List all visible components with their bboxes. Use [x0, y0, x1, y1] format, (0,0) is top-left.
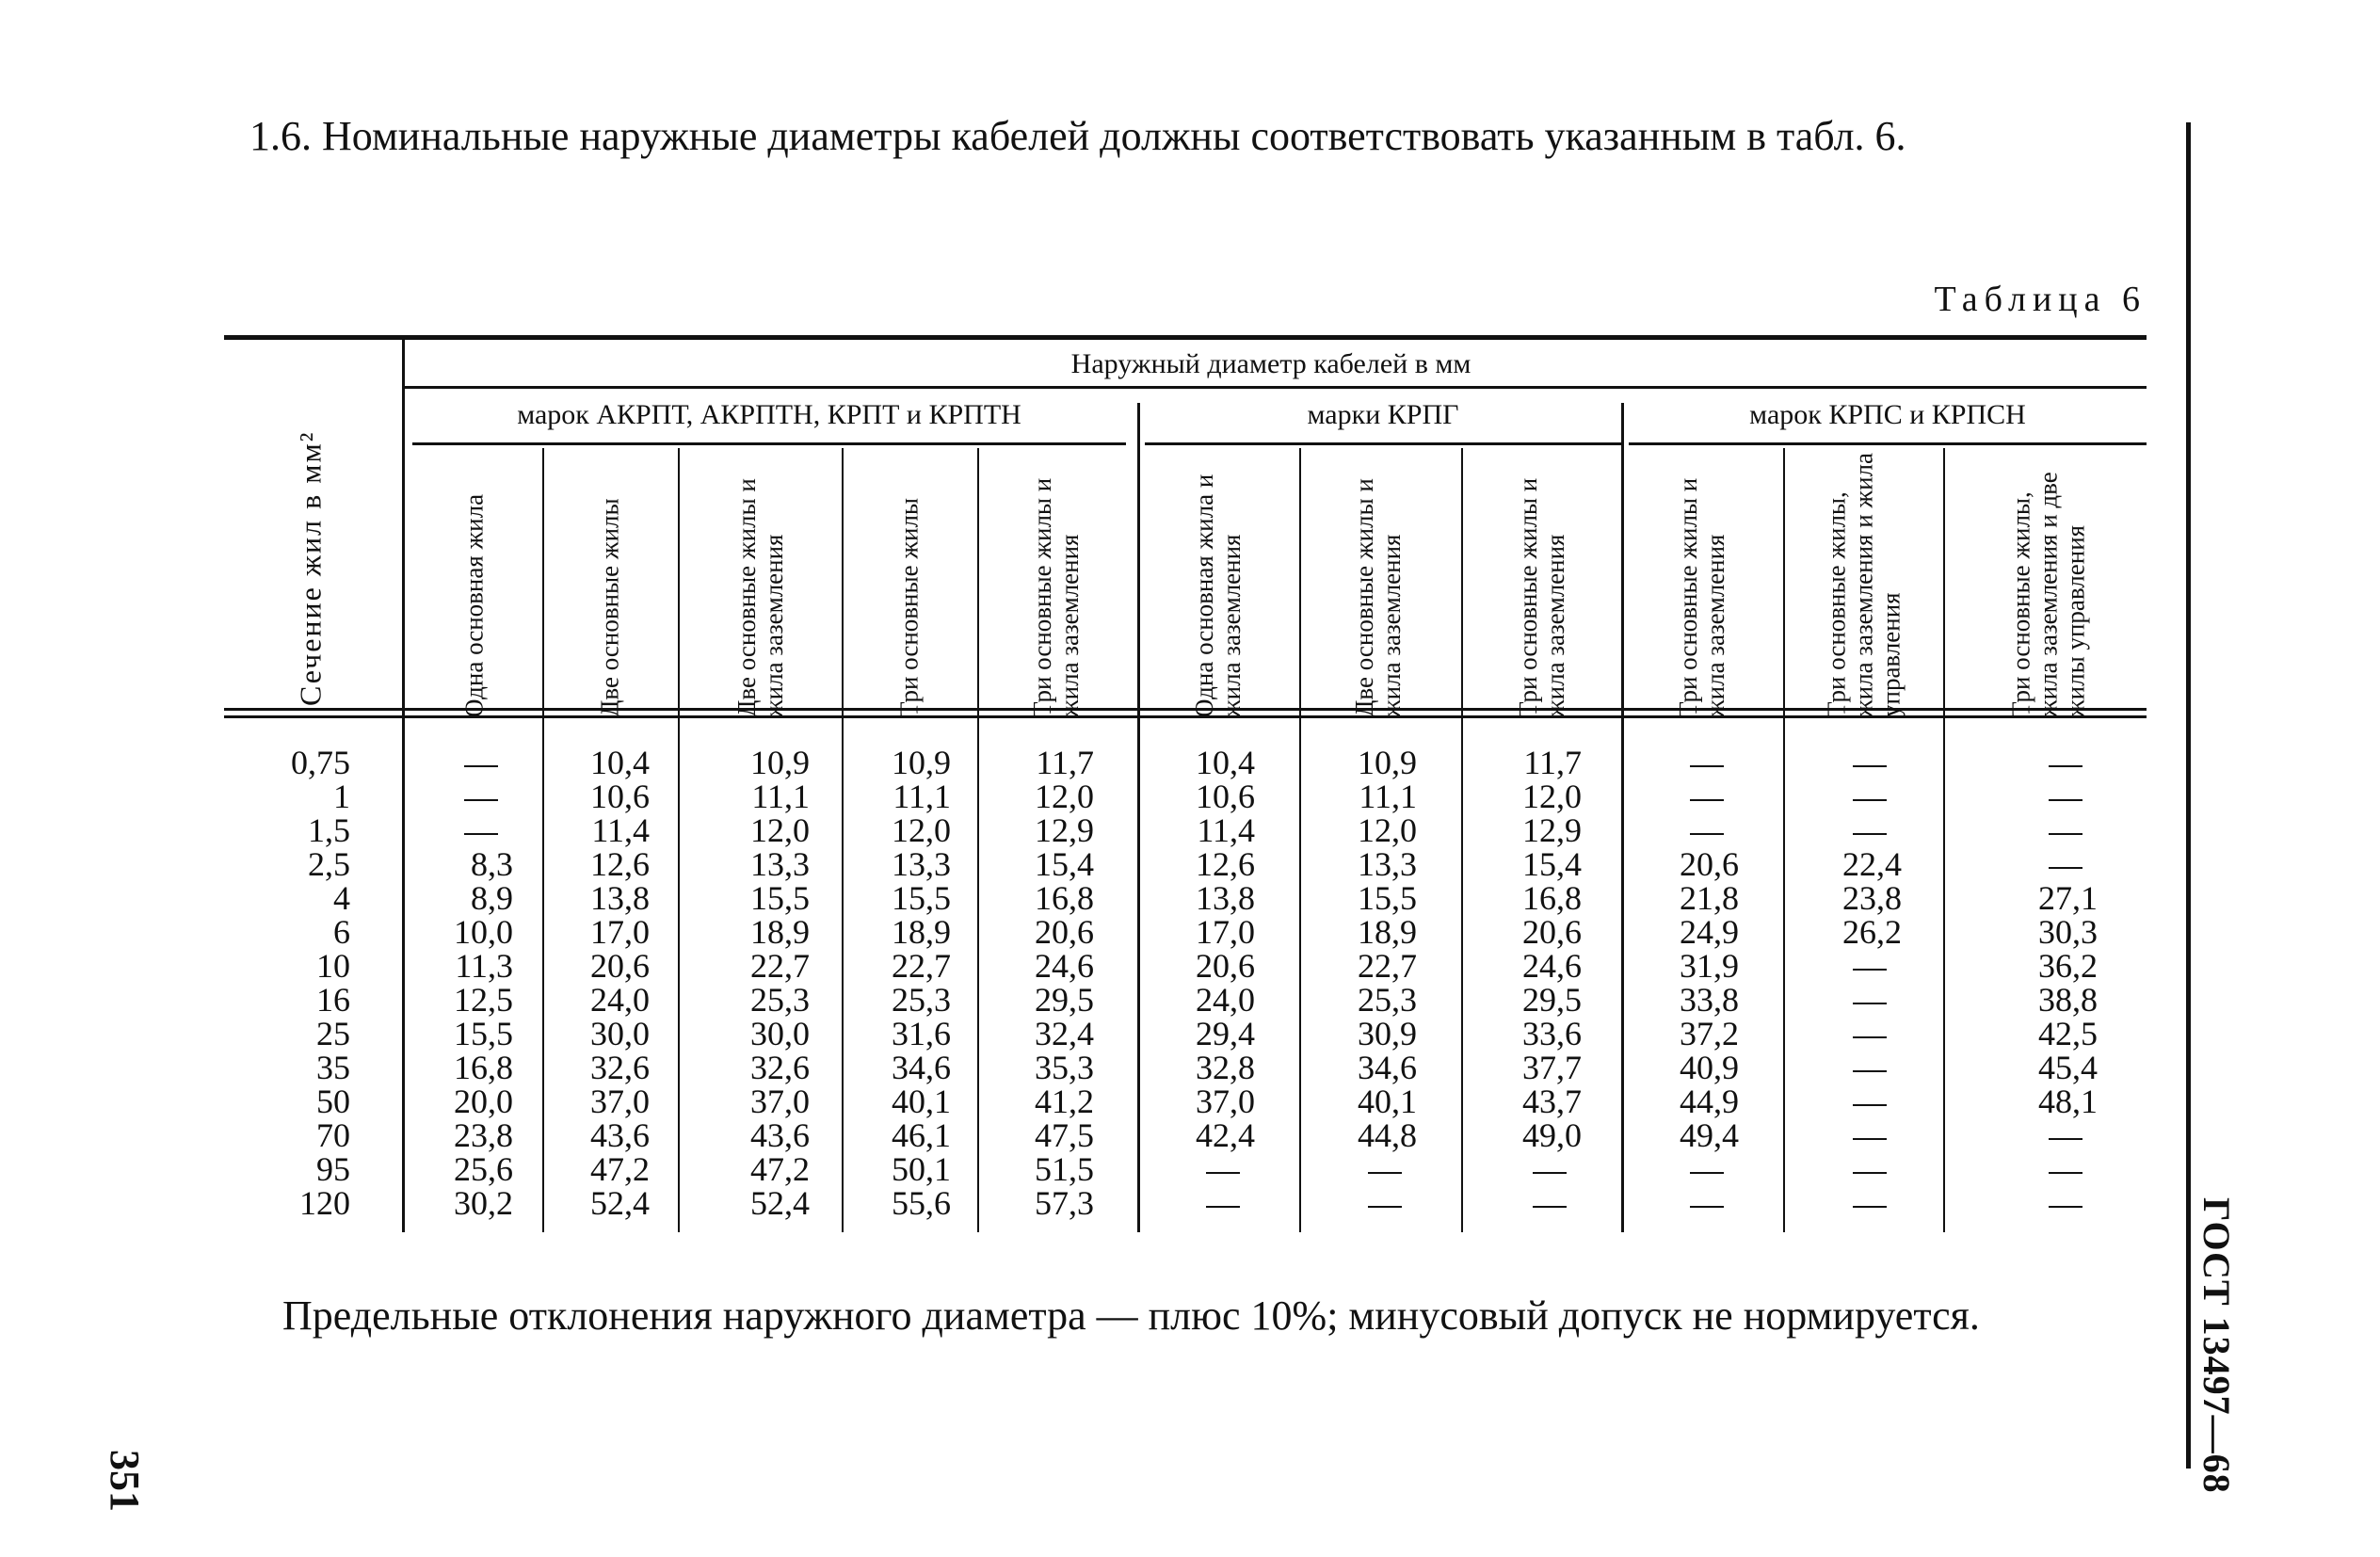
- table-cell: 10,9: [1358, 744, 1417, 781]
- column-header: Три основные жилы, жила заземления и жила управления: [1822, 453, 1906, 717]
- column-header: Три основные жилы и жила заземления: [1674, 477, 1729, 717]
- table-cell: 30,9: [1358, 1015, 1417, 1052]
- table-cell: 46,1: [892, 1116, 951, 1154]
- table-cell: 20,6: [1522, 913, 1582, 951]
- table-cell: 11,1: [751, 778, 810, 815]
- table-cell: 11,1: [1359, 778, 1417, 815]
- table-cell: 12,0: [1035, 778, 1094, 815]
- table-cell: [1849, 1084, 1887, 1118]
- table-cell: 32,6: [750, 1049, 810, 1086]
- table-cell: 12,0: [892, 811, 951, 849]
- table-cell: [1686, 746, 1724, 779]
- group-header-krps: марок КРПС и КРПСН: [1749, 399, 2026, 430]
- table-cell: [460, 779, 498, 813]
- table-cell: 16,8: [1035, 879, 1094, 917]
- table-cell: 15,5: [892, 879, 951, 917]
- table-cell: [1364, 1152, 1402, 1186]
- table-cell: 30,3: [2038, 913, 2098, 951]
- table-cell: 11,3: [455, 947, 513, 985]
- table-cell: 18,9: [892, 913, 951, 951]
- table-cell: 29,5: [1035, 981, 1094, 1019]
- table-cell: [460, 813, 498, 847]
- table-cell: 12,0: [750, 811, 810, 849]
- table-cell: 20,6: [1035, 913, 1094, 951]
- table-cell: 22,4: [1842, 845, 1902, 883]
- table-cell: 22,7: [1358, 947, 1417, 985]
- table-cell: 35,3: [1035, 1049, 1094, 1086]
- table-cell: 41,2: [1035, 1083, 1094, 1120]
- table-cell: [1849, 746, 1887, 779]
- table-top-rule: [224, 335, 2147, 340]
- table-cell: 40,1: [892, 1083, 951, 1120]
- column-header: Две основные жилы и жила заземления: [732, 478, 788, 717]
- table-cell: 30,0: [750, 1015, 810, 1052]
- col-divider-2: [678, 448, 680, 1232]
- group-header-akrpt: марок АКРПТ, АКРПТН, КРПТ и КРПТН: [517, 399, 1021, 430]
- table-cell: 13,8: [1196, 879, 1255, 917]
- table-cell: [1849, 813, 1887, 847]
- table-cell: 20,6: [1196, 947, 1255, 985]
- table-cell: 37,0: [1196, 1083, 1255, 1120]
- table-cell: 25,6: [454, 1150, 513, 1188]
- group-divider-1: [1137, 403, 1140, 1232]
- table-cell: 12,0: [1522, 778, 1582, 815]
- table-cell: [460, 746, 498, 779]
- table-cell: 10,6: [1196, 778, 1255, 815]
- table-cell: [1849, 1051, 1887, 1084]
- table-cell: 30,2: [454, 1184, 513, 1222]
- table-cell: 20,6: [1680, 845, 1739, 883]
- table-cell: 11,7: [1036, 744, 1094, 781]
- section-value: 0,75: [291, 744, 350, 781]
- table-cell: [1849, 1186, 1887, 1220]
- table-cell: 15,4: [1035, 845, 1094, 883]
- section-value: 120: [299, 1184, 350, 1222]
- table-cell: 15,5: [750, 879, 810, 917]
- col-divider-6: [1299, 448, 1301, 1232]
- table-cell: 50,1: [892, 1150, 951, 1188]
- table-cell: 8,3: [471, 845, 513, 883]
- table-cell: 48,1: [2038, 1083, 2098, 1120]
- table-cell: 22,7: [750, 947, 810, 985]
- table-cell: [2045, 1118, 2082, 1152]
- table-cell: 47,2: [590, 1150, 650, 1188]
- table-cell: 43,7: [1522, 1083, 1582, 1120]
- table-cell: 12,9: [1035, 811, 1094, 849]
- table-cell: 47,5: [1035, 1116, 1094, 1154]
- table-cell: 43,6: [590, 1116, 650, 1154]
- table-cell: [2045, 746, 2082, 779]
- table-cell: 24,0: [1196, 981, 1255, 1019]
- table-cell: 34,6: [1358, 1049, 1417, 1086]
- table-cell: [1686, 1152, 1724, 1186]
- table-cell: 44,8: [1358, 1116, 1417, 1154]
- table-cell: 25,3: [892, 981, 951, 1019]
- table-cell: 22,7: [892, 947, 951, 985]
- table-cell: 36,2: [2038, 947, 2098, 985]
- table-cell: 11,4: [1197, 811, 1255, 849]
- table-cell: 10,4: [590, 744, 650, 781]
- table-cell: [1849, 1017, 1887, 1051]
- table-cell: 32,8: [1196, 1049, 1255, 1086]
- main-header-rule: [403, 386, 2147, 389]
- table-cell: 24,6: [1035, 947, 1094, 985]
- table-cell: [2045, 847, 2082, 881]
- table-cell: 42,5: [2038, 1015, 2098, 1052]
- table-cell: 33,6: [1522, 1015, 1582, 1052]
- section-value: 25: [316, 1015, 350, 1052]
- table-cell: 29,4: [1196, 1015, 1255, 1052]
- table-cell: 20,0: [454, 1083, 513, 1120]
- section-header: Сечение жил в мм²: [293, 430, 328, 706]
- table-cell: 16,8: [1522, 879, 1582, 917]
- table-cell: 8,9: [471, 879, 513, 917]
- group-divider-2: [1621, 403, 1624, 1232]
- table-cell: 52,4: [750, 1184, 810, 1222]
- table-cell: [1686, 779, 1724, 813]
- section-value: 10: [316, 947, 350, 985]
- table-cell: 13,3: [750, 845, 810, 883]
- table-cell: [2045, 779, 2082, 813]
- table-cell: 24,0: [590, 981, 650, 1019]
- table-cell: 13,3: [892, 845, 951, 883]
- table-cell: [1849, 983, 1887, 1017]
- table-cell: 33,8: [1680, 981, 1739, 1019]
- section-value: 16: [316, 981, 350, 1019]
- table-cell: 23,8: [454, 1116, 513, 1154]
- section-value: 1: [333, 778, 350, 815]
- table-cell: 12,5: [454, 981, 513, 1019]
- table-cell: 11,7: [1523, 744, 1582, 781]
- table-cell: [1849, 949, 1887, 983]
- column-header: Три основные жилы и жила заземления: [1028, 477, 1084, 717]
- table-cell: 37,2: [1680, 1015, 1739, 1052]
- col-divider-4: [977, 448, 979, 1232]
- table-cell: 37,0: [590, 1083, 650, 1120]
- section-value: 1,5: [308, 811, 350, 849]
- standard-code: ГОСТ 13497—68: [2195, 1197, 2238, 1494]
- table-cell: 17,0: [590, 913, 650, 951]
- table-cell: 13,8: [590, 879, 650, 917]
- table-cell: 10,6: [590, 778, 650, 815]
- table-cell: [1202, 1152, 1240, 1186]
- section-value: 95: [316, 1150, 350, 1188]
- table-cell: 51,5: [1035, 1150, 1094, 1188]
- table-cell: 49,4: [1680, 1116, 1739, 1154]
- table-cell: 57,3: [1035, 1184, 1094, 1222]
- table-cell: 10,9: [892, 744, 951, 781]
- table-cell: 11,4: [591, 811, 650, 849]
- group-header-krpg: марки КРПГ: [1307, 399, 1459, 430]
- column-header: Три основные жилы, жила заземления и две жилы управления: [2006, 472, 2090, 717]
- col-divider-9: [1783, 448, 1785, 1232]
- section-value: 35: [316, 1049, 350, 1086]
- table-cell: [1686, 813, 1724, 847]
- section-value: 6: [333, 913, 350, 951]
- table-cell: 37,7: [1522, 1049, 1582, 1086]
- table-cell: 37,0: [750, 1083, 810, 1120]
- table-cell: 13,3: [1358, 845, 1417, 883]
- column-header: Одна основная жила и жила заземления: [1190, 474, 1246, 717]
- tolerance-note: Предельные отклонения наружного диаметра — плюс 10%; минусовый допуск не нормируется.: [282, 1292, 1980, 1339]
- table-cell: 10,0: [454, 913, 513, 951]
- table-cell: 29,5: [1522, 981, 1582, 1019]
- table-cell: [1686, 1186, 1724, 1220]
- table-cell: 17,0: [1196, 913, 1255, 951]
- main-header: Наружный диаметр кабелей в мм: [1070, 348, 1471, 379]
- table-cell: 25,3: [750, 981, 810, 1019]
- table-cell: 52,4: [590, 1184, 650, 1222]
- table-cell: 45,4: [2038, 1049, 2098, 1086]
- column-header: Две основные жилы: [595, 498, 624, 717]
- right-margin-rule: [2186, 122, 2191, 1469]
- table-cell: 10,9: [750, 744, 810, 781]
- column-header: Три основные жилы и жила заземления: [1514, 477, 1569, 717]
- table-cell: 31,6: [892, 1015, 951, 1052]
- table-cell: 42,4: [1196, 1116, 1255, 1154]
- column-header: Три основные жилы: [894, 497, 924, 717]
- table-cell: 43,6: [750, 1116, 810, 1154]
- table-cell: [2045, 1186, 2082, 1220]
- table-cell: 24,9: [1680, 913, 1739, 951]
- section-value: 2,5: [308, 845, 350, 883]
- table-cell: 15,5: [454, 1015, 513, 1052]
- table-cell: [1529, 1152, 1567, 1186]
- section-value: 50: [316, 1083, 350, 1120]
- table-cell: 27,1: [2038, 879, 2098, 917]
- table-cell: [1202, 1186, 1240, 1220]
- table-cell: 30,0: [590, 1015, 650, 1052]
- col-divider-7: [1461, 448, 1463, 1232]
- table-cell: 12,0: [1358, 811, 1417, 849]
- table-cell: 12,6: [590, 845, 650, 883]
- table-cell: 49,0: [1522, 1116, 1582, 1154]
- table-cell: 32,4: [1035, 1015, 1094, 1052]
- page-number: 351: [102, 1450, 148, 1512]
- table-cell: 18,9: [1358, 913, 1417, 951]
- table-cell: 34,6: [892, 1049, 951, 1086]
- table-cell: 38,8: [2038, 981, 2098, 1019]
- table-cell: [1364, 1186, 1402, 1220]
- table-cell: 26,2: [1842, 913, 1902, 951]
- table-cell: 20,6: [590, 947, 650, 985]
- table-cell: 31,9: [1680, 947, 1739, 985]
- table-cell: [1849, 1152, 1887, 1186]
- column-header: Одна основная жила: [459, 493, 489, 717]
- table-cell: 40,1: [1358, 1083, 1417, 1120]
- table-cell: 23,8: [1842, 879, 1902, 917]
- table-cell: 21,8: [1680, 879, 1739, 917]
- table-cell: 12,9: [1522, 811, 1582, 849]
- column-header: Две основные жилы и жила заземления: [1350, 478, 1406, 717]
- table-cell: 55,6: [892, 1184, 951, 1222]
- table-cell: 24,6: [1522, 947, 1582, 985]
- table-cell: [1529, 1186, 1567, 1220]
- table-cell: 12,6: [1196, 845, 1255, 883]
- table-cell: 44,9: [1680, 1083, 1739, 1120]
- intro-paragraph: 1.6. Номинальные наружные диаметры кабелей должны соответствовать указанным в табл. 6.: [249, 113, 1906, 159]
- table-cell: 15,5: [1358, 879, 1417, 917]
- section-value: 70: [316, 1116, 350, 1154]
- table-cell: [1849, 1118, 1887, 1152]
- table-cell: 25,3: [1358, 981, 1417, 1019]
- table-cell: 47,2: [750, 1150, 810, 1188]
- table-cell: 11,1: [892, 778, 951, 815]
- section-value: 4: [333, 879, 350, 917]
- table-cell: 16,8: [454, 1049, 513, 1086]
- table-cell: 18,9: [750, 913, 810, 951]
- table-cell: 15,4: [1522, 845, 1582, 883]
- col-divider-10: [1943, 448, 1945, 1232]
- table-cell: [1849, 779, 1887, 813]
- table-cell: 10,4: [1196, 744, 1255, 781]
- table-cell: [2045, 813, 2082, 847]
- table-cell: 32,6: [590, 1049, 650, 1086]
- table-title: Таблица 6: [1934, 280, 2147, 319]
- table-cell: 40,9: [1680, 1049, 1739, 1086]
- table-cell: [2045, 1152, 2082, 1186]
